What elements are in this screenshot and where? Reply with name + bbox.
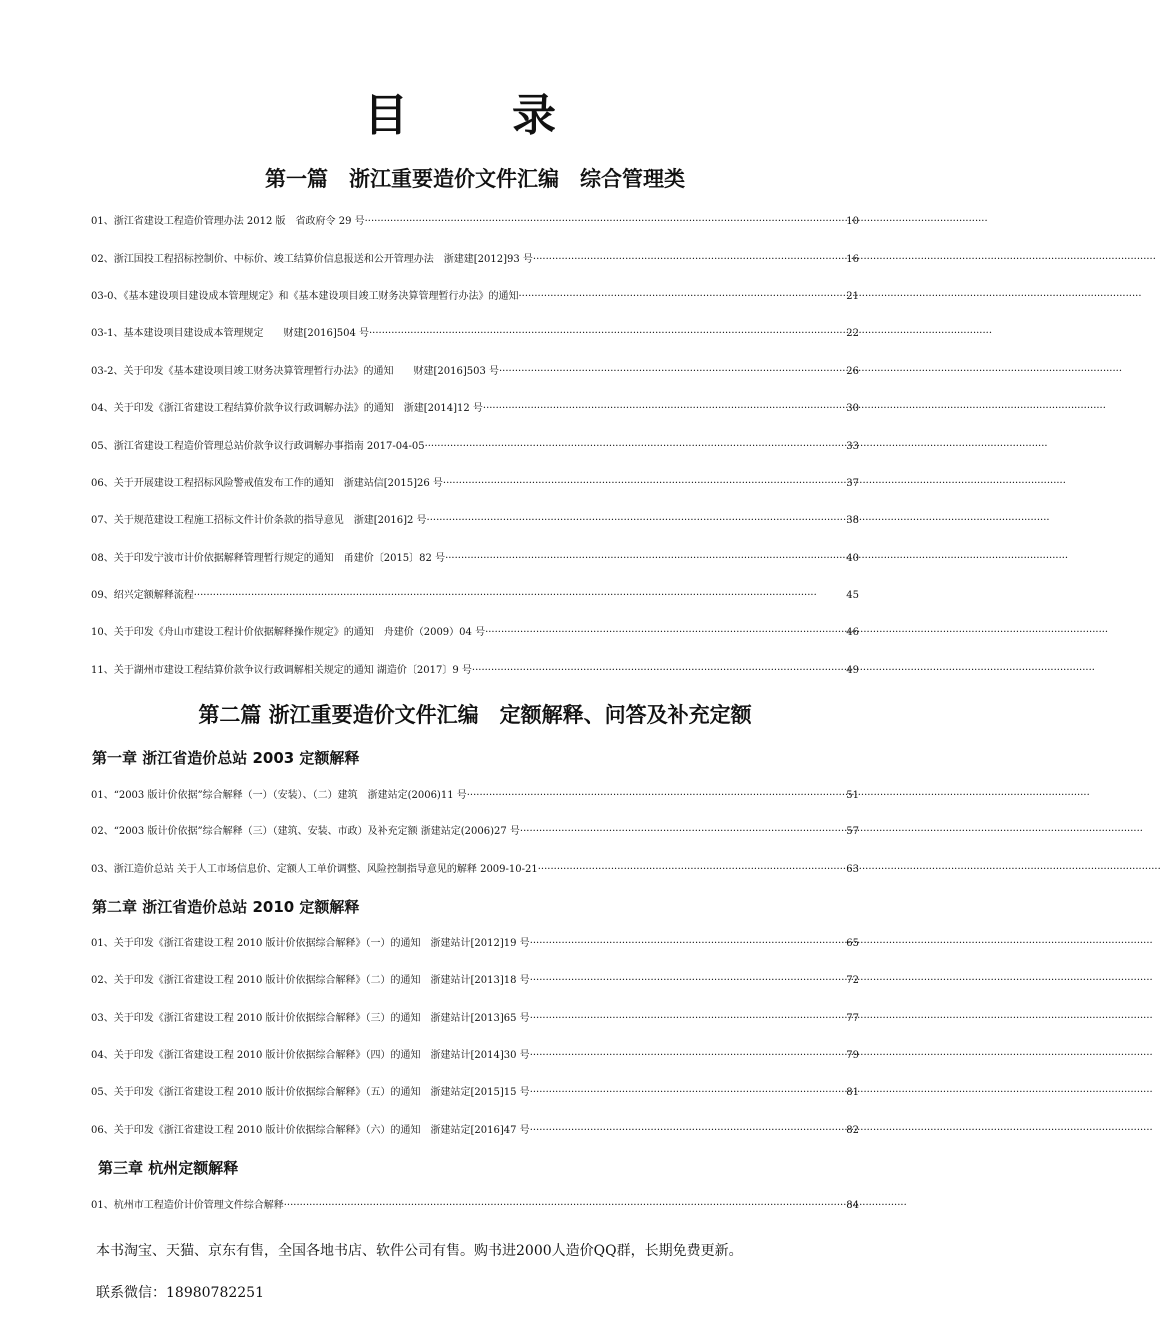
toc-entry-text: 06、关于开展建设工程招标风险警戒值发布工作的通知 浙建站信[2015]26 号 [91,478,443,489]
toc-entry-page: 57 [846,826,859,837]
toc-entry-text: 01、“2003 版计价依据”综合解释（一）（安装）、（二）建筑 浙建站定(2006)11 号 [91,790,467,801]
toc-entry [91,785,859,807]
toc-entry-page: 10 [846,216,859,227]
toc-entry-text: 08、关于印发宁波市计价依据解释管理暂行规定的通知 甬建价〔2015〕82 号 [91,553,446,564]
chapter-heading: 第二章 浙江省造价总站 2010 定额解释 [92,898,360,916]
leader-dots [530,1082,847,1104]
leader-dots [483,398,846,420]
toc-entry [91,398,859,420]
toc-entry-page: 16 [846,254,859,265]
toc-entry-page: 82 [846,1125,859,1136]
toc-entry-page: 30 [846,403,859,414]
toc-entry-page: 65 [846,938,859,949]
toc-entry [91,1045,859,1067]
leader-dots [518,286,846,308]
toc-entry [91,286,859,308]
leader-dots [369,323,846,345]
chapter-heading: 第一章 浙江省造价总站 2003 定额解释 [92,749,360,767]
toc-entry-text: 06、关于印发《浙江省建设工程 2010 版计价依据综合解释》（六）的通知 浙建站定[2016]47 号 [91,1125,530,1136]
toc-entry-text: 10、关于印发《舟山市建设工程计价依据解释操作规定》的通知 舟建价（2009）04 号 [91,627,486,638]
toc-entry [91,660,859,682]
leader-dots [538,859,847,881]
leader-dots [425,436,847,458]
toc-entry-text: 03、浙江造价总站 关于人工市场信息价、定额人工单价调整、风险控制指导意见的解释 2009-10-21 [91,864,538,875]
leader-dots [530,1045,847,1067]
toc-entry-page: 79 [846,1050,859,1061]
toc-entry-text: 03、关于印发《浙江省建设工程 2010 版计价依据综合解释》（三）的通知 浙建站计[2013]65 号 [91,1013,530,1024]
toc-entry [91,436,859,458]
leader-dots [365,211,847,233]
toc-entry-page: 33 [846,441,859,452]
leader-dots [520,821,846,843]
leader-dots [194,585,847,607]
leader-dots [427,510,847,532]
toc-entry-text: 05、关于印发《浙江省建设工程 2010 版计价依据综合解释》（五）的通知 浙建站定[2015]15 号 [91,1087,530,1098]
leader-dots [472,660,846,682]
toc-entry-text: 07、关于规范建设工程施工招标文件计价条款的指导意见 浙建[2016]2 号 [91,515,427,526]
leader-dots [445,548,846,570]
toc-entry [91,361,859,383]
leader-dots [533,249,846,271]
leader-dots [530,1120,847,1142]
toc-entry-page: 26 [846,366,859,377]
leader-dots [530,970,847,992]
toc-entry-page: 22 [846,328,859,339]
toc-entry [91,859,859,881]
toc-entry-page: 77 [846,1013,859,1024]
sales-note: 本书淘宝、天猫、京东有售，全国各地书店、软件公司有售。购书进2000人造价QQ群，长期免费更新。 [96,1243,743,1259]
toc-entry-text: 03-1、基本建设项目建设成本管理规定 财建[2016]504 号 [91,328,369,339]
contact-info: 联系微信：18980782251 [96,1285,264,1301]
toc-entry [91,1195,859,1217]
toc-entry-text: 03-0、《基本建设项目建设成本管理规定》和《基本建设项目竣工财务决算管理暂行办法》的通知 [91,291,519,302]
toc-entry-text: 02、“2003 版计价依据”综合解释（三）（建筑、安装、市政）及补充定额 浙建站定(2006)27 号 [91,826,520,837]
page-title: 目 录 [364,90,586,141]
leader-dots [443,473,846,495]
leader-dots [499,361,846,383]
toc-entry [91,1008,859,1030]
toc-entry [91,821,859,843]
leader-dots [467,785,847,807]
toc-entry-page: 45 [846,590,859,601]
toc-entry [91,249,859,271]
toc-entry [91,1120,859,1142]
toc-entry-page: 49 [846,665,859,676]
toc-entry [91,585,859,607]
toc-entry-text: 01、浙江省建设工程造价管理办法 2012 版 省政府令 29 号 [91,216,365,227]
toc-entry-page: 40 [846,553,859,564]
toc-entry-page: 46 [846,627,859,638]
toc-entry [91,548,859,570]
toc-entry [91,622,859,644]
toc-entry-page: 81 [846,1087,859,1098]
toc-entry-page: 21 [846,291,859,302]
toc-entry-page: 84 [846,1200,859,1211]
toc-entry-text: 01、杭州市工程造价计价管理文件综合解释 [91,1200,284,1211]
toc-entry [91,323,859,345]
toc-entry-page: 38 [846,515,859,526]
part2-heading: 第二篇 浙江重要造价文件汇编 定额解释、问答及补充定额 [198,703,752,727]
leader-dots [530,933,847,955]
toc-entry-text: 04、关于印发《浙江省建设工程 2010 版计价依据综合解释》（四）的通知 浙建站计[2014]30 号 [91,1050,530,1061]
toc-entry [91,1082,859,1104]
toc-entry [91,211,859,233]
toc-entry-text: 09、绍兴定额解释流程 [91,590,194,601]
leader-dots [284,1195,847,1217]
toc-entry [91,510,859,532]
toc-entry-text: 11、关于湖州市建设工程结算价款争议行政调解相关规定的通知 湖造价〔2017〕9 号 [91,665,472,676]
toc-entry-text: 01、关于印发《浙江省建设工程 2010 版计价依据综合解释》（一）的通知 浙建站计[2012]19 号 [91,938,530,949]
leader-dots [485,622,846,644]
toc-entry [91,473,859,495]
leader-dots [530,1008,847,1030]
toc-entry-page: 72 [846,975,859,986]
toc-entry [91,933,859,955]
part1-heading: 第一篇 浙江重要造价文件汇编 综合管理类 [265,167,685,191]
toc-entry-page: 51 [846,790,859,801]
toc-entry-text: 02、浙江国投工程招标控制价、中标价、竣工结算价信息报送和公开管理办法 浙建建[2012]93 号 [91,254,533,265]
toc-entry-text: 02、关于印发《浙江省建设工程 2010 版计价依据综合解释》（二）的通知 浙建站计[2013]18 号 [91,975,530,986]
toc-entry-text: 05、浙江省建设工程造价管理总站价款争议行政调解办事指南 2017-04-05 [91,441,425,452]
toc-entry-page: 63 [846,864,859,875]
toc-entry-text: 04、关于印发《浙江省建设工程结算价款争议行政调解办法》的通知 浙建[2014]12 号 [91,403,483,414]
toc-entry-text: 03-2、关于印发《基本建设项目竣工财务决算管理暂行办法》的通知 财建[2016]503 号 [91,366,499,377]
toc-entry-page: 37 [846,478,859,489]
chapter-heading: 第三章 杭州定额解释 [98,1159,239,1177]
toc-entry [91,970,859,992]
